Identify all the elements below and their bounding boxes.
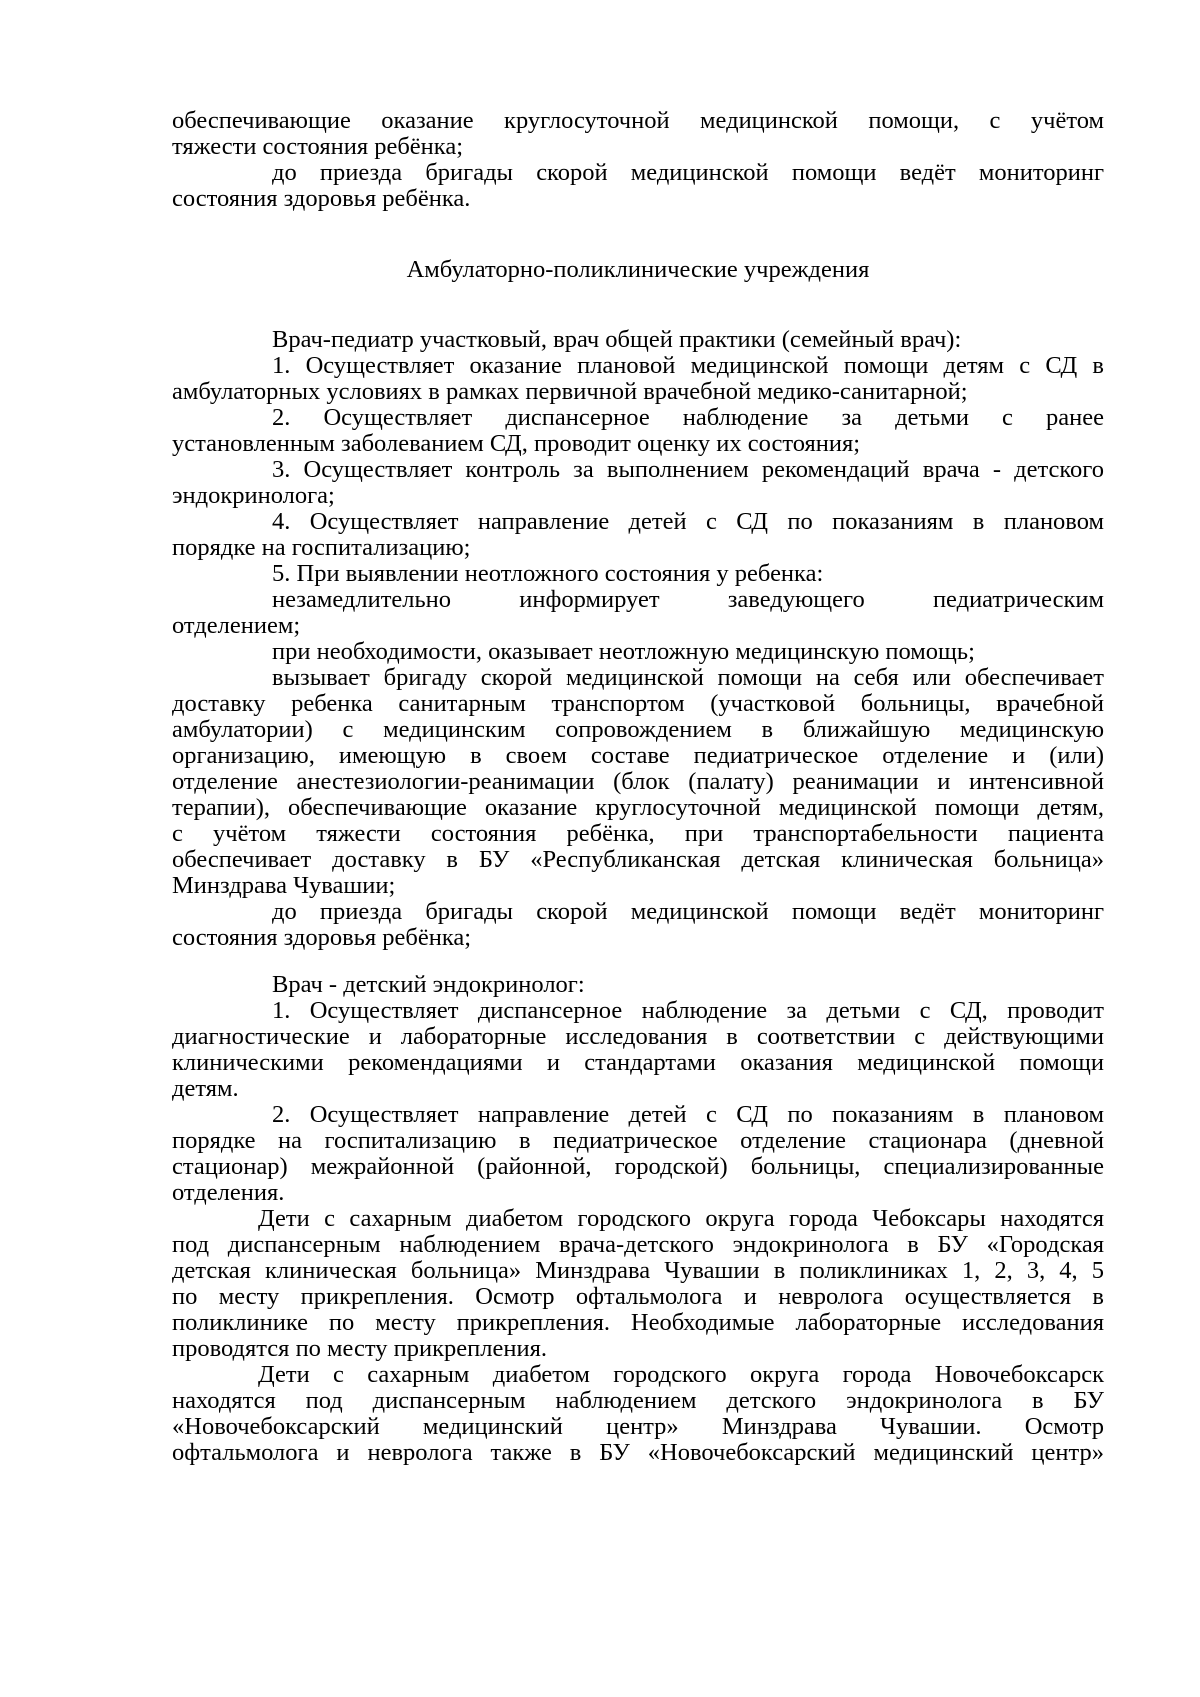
text-line: вызывает бригаду скорой медицинской помощи на себя или обеспечивает: [272, 664, 1104, 691]
text-line: 4. Осуществляет направление детей с СД по показаниям в плановом: [272, 508, 1104, 535]
text-line: незамедлительно информирует заведующего педиатрическим: [272, 586, 1104, 613]
text-line: поликлинике по месту прикрепления. Необходимые лабораторные исследования: [172, 1309, 1104, 1336]
text-line: до приезда бригады скорой медицинской помощи ведёт мониторинг: [272, 159, 1104, 186]
text-line: с учётом тяжести состояния ребёнка, при транспортабельности пациента: [172, 820, 1104, 847]
text-line: Минздрава Чувашии;: [172, 872, 396, 899]
text-line: офтальмолога и невролога также в БУ «Новочебоксарский медицинский центр»: [172, 1439, 1104, 1466]
text-line: организацию, имеющую в своем составе педиатрическое отделение и (или): [172, 742, 1104, 769]
text-line: 5. При выявлении неотложного состояния у ребенка:: [272, 560, 824, 587]
text-line: детская клиническая больница» Минздрава Чувашии в поликлиниках 1, 2, 3, 4, 5: [172, 1257, 1104, 1284]
text-line: порядке на госпитализацию в педиатрическое отделение стационара (дневной: [172, 1127, 1104, 1154]
text-line: состояния здоровья ребёнка.: [172, 185, 471, 212]
text-line: обеспечивает доставку в БУ «Республиканская детская клиническая больница»: [172, 846, 1104, 873]
text-line: под диспансерным наблюдением врача-детского эндокринолога в БУ «Городская: [172, 1231, 1104, 1258]
text-line: Дети с сахарным диабетом городского округа города Новочебоксарск: [258, 1361, 1104, 1388]
text-line: 3. Осуществляет контроль за выполнением рекомендаций врача - детского: [272, 456, 1104, 483]
text-line: эндокринолога;: [172, 482, 335, 509]
text-line: амбулаторных условиях в рамках первичной врачебной медико-санитарной;: [172, 378, 968, 405]
text-line: 1. Осуществляет диспансерное наблюдение за детьми с СД, проводит: [272, 997, 1104, 1024]
text-line: проводятся по месту прикрепления.: [172, 1335, 548, 1362]
text-line: Врач-педиатр участковый, врач общей практики (семейный врач):: [272, 326, 962, 353]
text-line: детям.: [172, 1075, 239, 1102]
text-line: при необходимости, оказывает неотложную медицинскую помощь;: [272, 638, 975, 665]
text-line: установленным заболеванием СД, проводит оценку их состояния;: [172, 430, 861, 457]
text-line: стационар) межрайонной (районной, городской) больницы, специализированные: [172, 1153, 1104, 1180]
text-line: по месту прикрепления. Осмотр офтальмолога и невролога осуществляется в: [172, 1283, 1104, 1310]
text-line: амбулатории) с медицинским сопровождением в ближайшую медицинскую: [172, 716, 1104, 743]
text-line: тяжести состояния ребёнка;: [172, 133, 464, 160]
text-line: до приезда бригады скорой медицинской помощи ведёт мониторинг: [272, 898, 1104, 925]
text-line: 2. Осуществляет диспансерное наблюдение за детьми с ранее: [272, 404, 1104, 431]
text-line: отделения.: [172, 1179, 285, 1206]
text-line: терапии), обеспечивающие оказание круглосуточной медицинской помощи детям,: [172, 794, 1104, 821]
text-line: отделением;: [172, 612, 301, 639]
text-line: доставку ребенка санитарным транспортом (участковой больницы, врачебной: [172, 690, 1104, 717]
text-line: находятся под диспансерным наблюдением детского эндокринолога в БУ: [172, 1387, 1104, 1414]
text-line: состояния здоровья ребёнка;: [172, 924, 472, 951]
text-line: обеспечивающие оказание круглосуточной медицинской помощи, с учётом: [172, 107, 1104, 134]
text-line: клиническими рекомендациями и стандартами оказания медицинской помощи: [172, 1049, 1104, 1076]
text-line: отделение анестезиологии-реанимации (блок (палату) реанимации и интенсивной: [172, 768, 1104, 795]
text-line: диагностические и лабораторные исследования в соответствии с действующими: [172, 1023, 1104, 1050]
text-line: Дети с сахарным диабетом городского округа города Чебоксары находятся: [258, 1205, 1104, 1232]
text-line: 2. Осуществляет направление детей с СД по показаниям в плановом: [272, 1101, 1104, 1128]
text-line: 1. Осуществляет оказание плановой медицинской помощи детям с СД в: [272, 352, 1104, 379]
text-line: «Новочебоксарский медицинский центр» Минздрава Чувашии. Осмотр: [172, 1413, 1104, 1440]
text-line: Врач - детский эндокринолог:: [272, 971, 585, 998]
section-heading: Амбулаторно-поликлинические учреждения: [406, 256, 870, 283]
text-line: порядке на госпитализацию;: [172, 534, 471, 561]
